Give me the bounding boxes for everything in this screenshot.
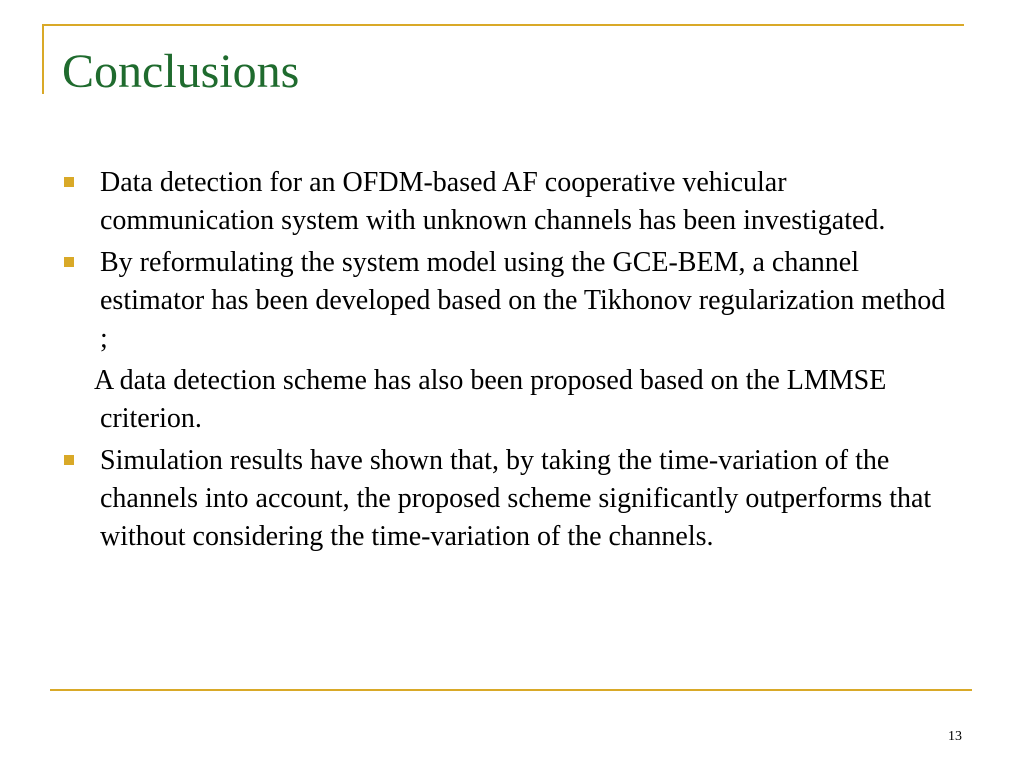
bottom-frame-line: [50, 689, 972, 691]
slide-title: Conclusions: [62, 45, 300, 98]
bullet-list: [94, 164, 960, 560]
page-number: 13: [948, 729, 962, 744]
bullet-continuation: A data detection scheme has also been proposed based on the LMMSE criterion.: [94, 365, 887, 434]
square-bullet-icon: [64, 177, 74, 187]
square-bullet-icon: [64, 257, 74, 267]
bullet-item: [100, 442, 960, 556]
bullet-item: [100, 244, 960, 358]
bullet-text: By reformulating the system model using the GCE-BEM, a channel estimator has been developed based on the Tikhonov regularization method ;: [100, 247, 946, 354]
left-frame-line: [42, 24, 44, 94]
bullet-text: Data detection for an OFDM-based AF cooperative vehicular communication system with unknown channels has been investigated.: [100, 167, 886, 236]
square-bullet-icon: [64, 455, 74, 465]
bullet-item: [100, 164, 960, 240]
top-frame-line: [42, 24, 964, 26]
bullet-text: Simulation results have shown that, by taking the time-variation of the channels into account, the proposed scheme significantly outperforms that without considering the time-variation of the channels.: [100, 445, 932, 552]
